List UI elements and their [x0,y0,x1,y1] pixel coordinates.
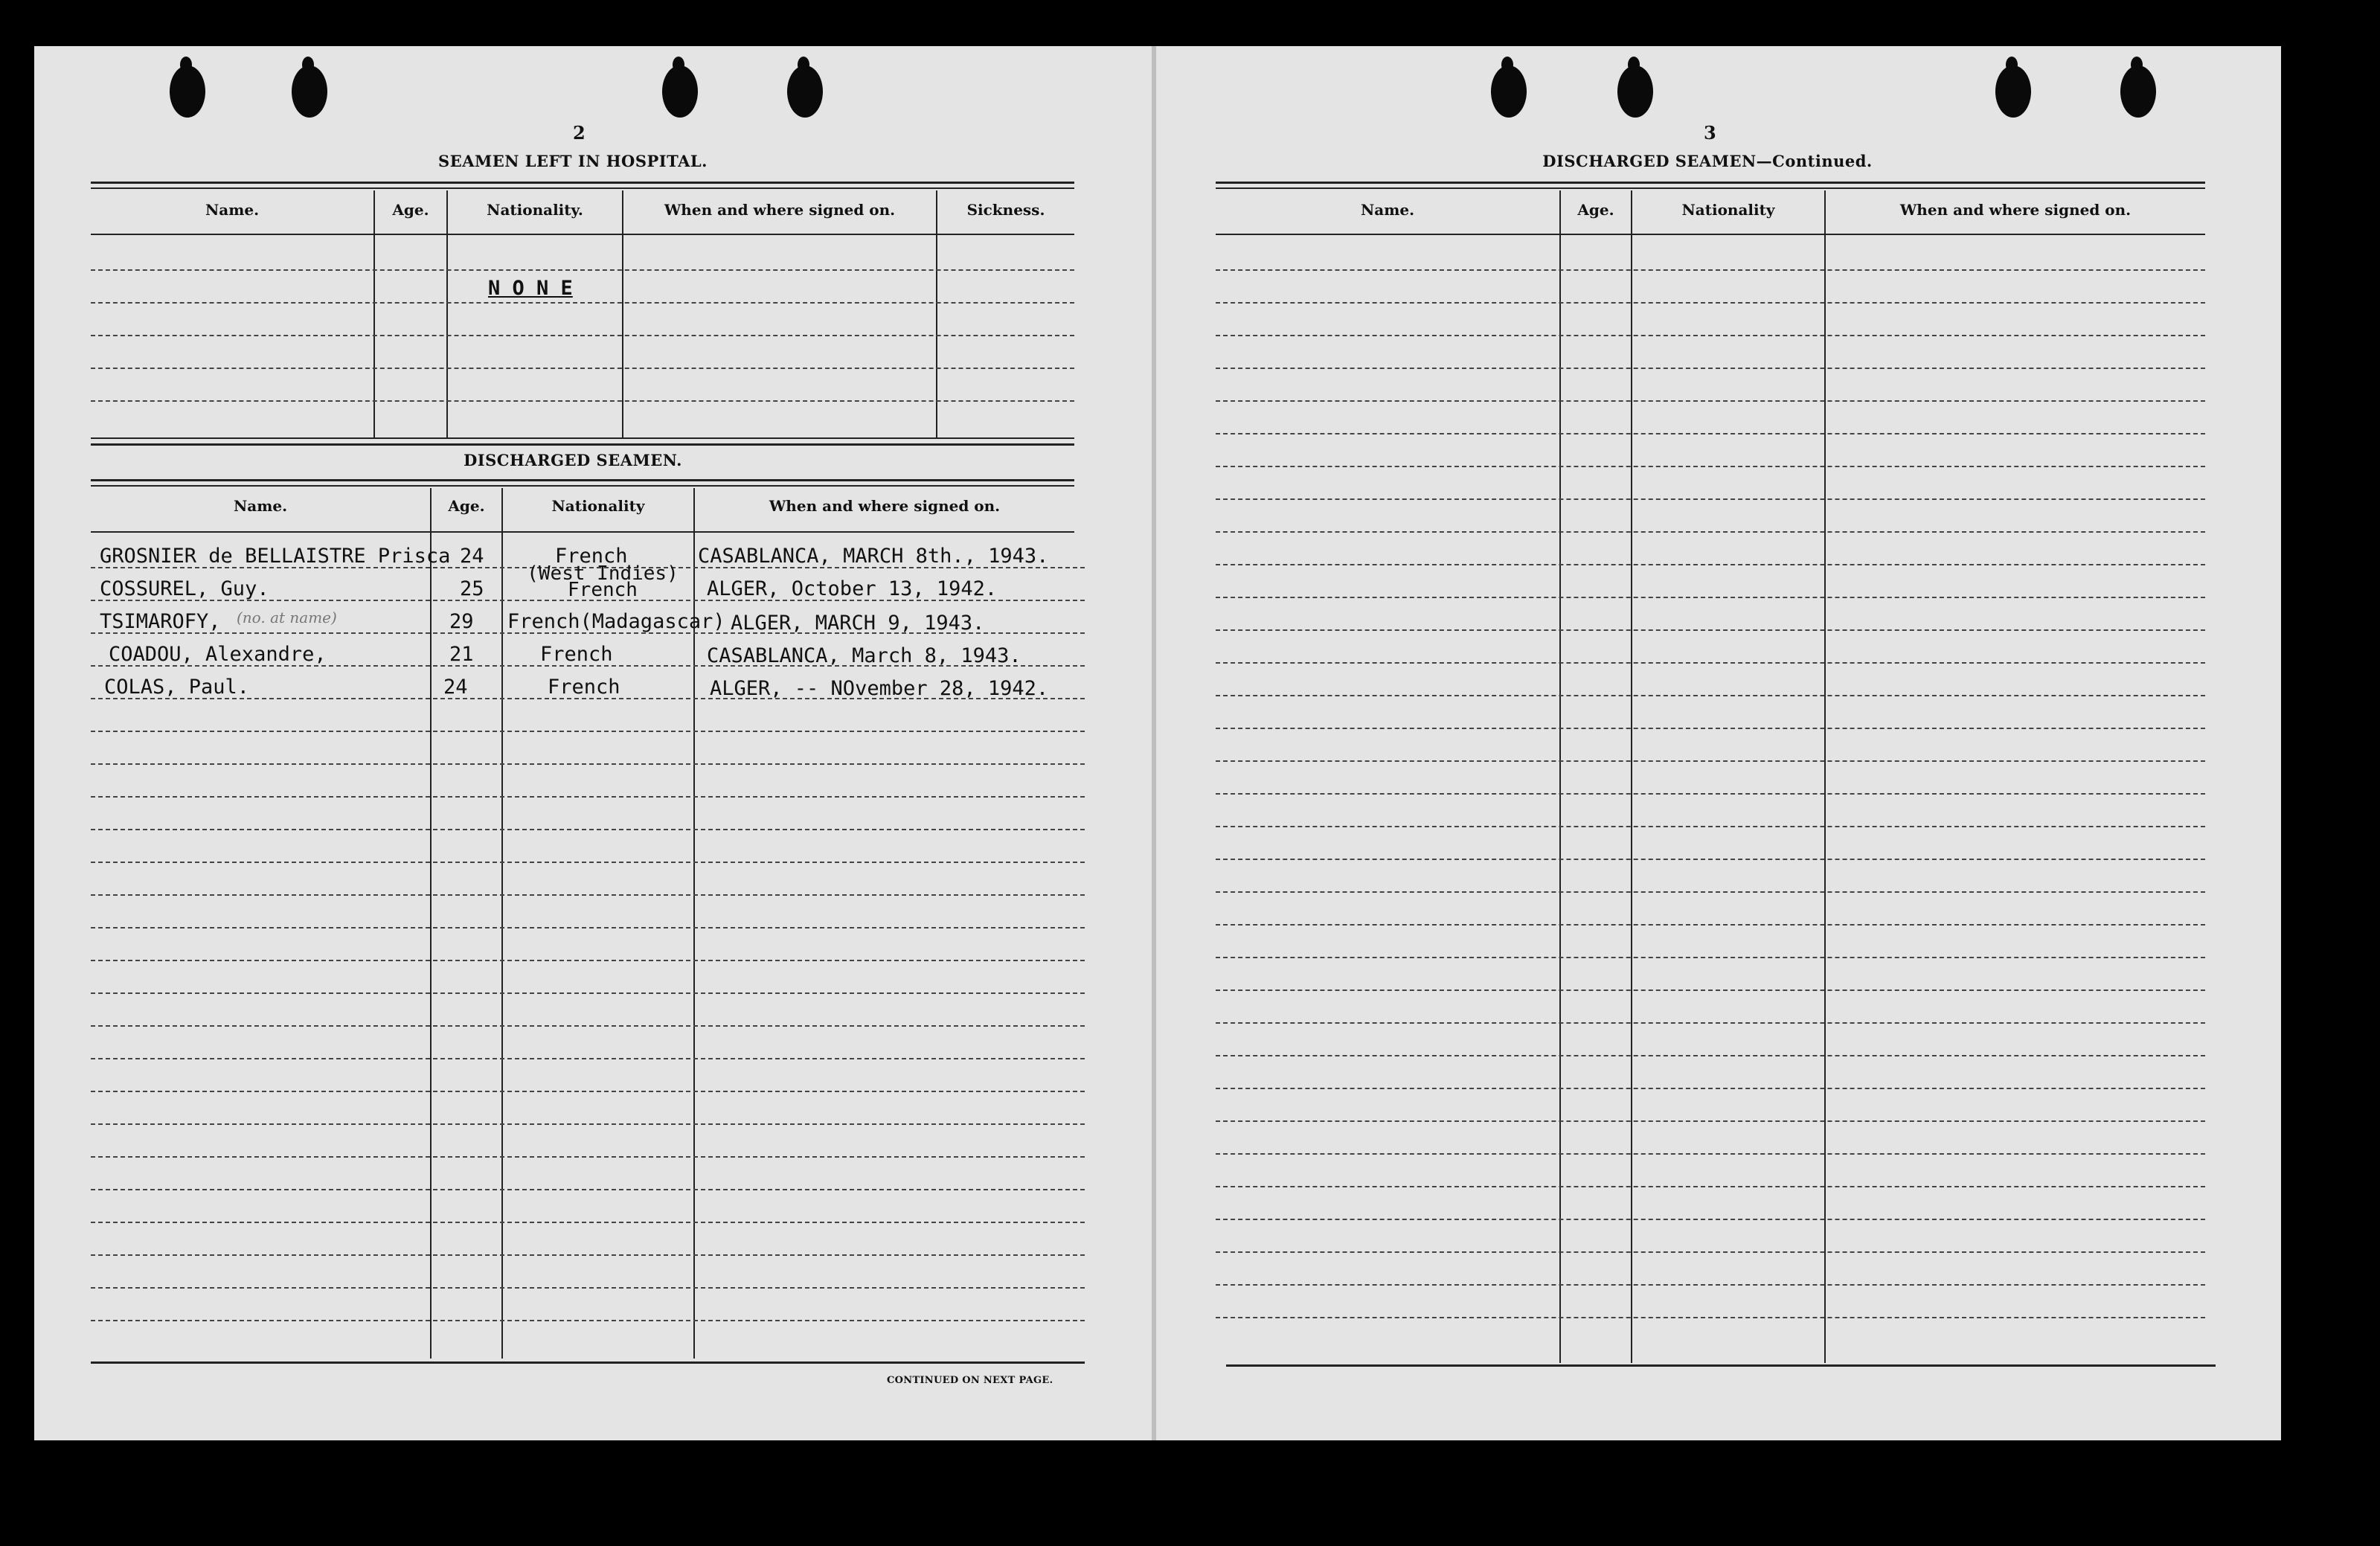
row-signed-on: ALGER, MARCH 9, 1943. [731,612,985,635]
row-age: 21 [449,643,474,666]
ruled-line [91,927,1085,928]
ruled-line [1216,1055,2205,1056]
col-header-name: Name. [205,201,260,219]
row-name: COADOU, Alexandre, [109,643,327,666]
ruled-line [1216,629,2205,631]
ruled-line [91,302,1074,304]
row-nationality: French [540,643,613,666]
col-header-age: Age. [1577,201,1614,219]
punch-hole [787,65,823,118]
col-header-signed-on: When and where signed on. [664,201,896,219]
row-signed-on: ALGER, October 13, 1942. [707,577,998,600]
table-top-rule [91,479,1074,481]
col-header-nationality: Nationality [551,497,645,515]
ruled-line [91,1156,1085,1158]
punch-hole [1617,65,1653,118]
ruled-line [1216,1186,2205,1187]
ruled-line [1216,1284,2205,1286]
ruled-line [91,829,1085,830]
ruled-line [91,400,1074,402]
section-rule [91,443,1074,446]
ruled-line [1216,1022,2205,1024]
row-name: GROSNIER de BELLAISTRE Prisca [100,545,451,568]
ruled-line [91,960,1085,961]
row-age: 25 [460,577,484,600]
punch-hole [292,65,327,118]
ruled-line [1216,695,2205,696]
ruled-line [1216,1251,2205,1253]
row-age: 24 [443,676,468,699]
ruled-line [91,1287,1085,1289]
ruled-line [1216,433,2205,434]
document-sheet [34,46,2281,1440]
continued-section-title: DISCHARGED SEAMEN—Continued. [1542,152,1873,170]
ruled-line [91,862,1085,863]
header-underline [91,531,1074,533]
handwritten-note: (no. at name) [237,609,337,626]
table-top-rule [91,187,1074,189]
ruled-line [1216,564,2205,565]
col-header-signed-on: When and where signed on. [769,497,1001,515]
col-header-name: Name. [233,497,288,515]
ruled-line [1216,466,2205,467]
row-signed-on: CASABLANCA, March 8, 1943. [707,644,1021,667]
ruled-line [1216,1219,2205,1220]
punch-hole [170,65,205,118]
page-fold [1152,46,1156,1440]
row-nationality: French(Madagascar) [507,610,725,633]
col-header-age: Age. [392,201,429,219]
ruled-line [91,1091,1085,1092]
col-header-sickness: Sickness. [966,201,1045,219]
ruled-line [91,1222,1085,1223]
row-name: COSSUREL, Guy. [100,577,269,600]
ruled-line [91,1123,1085,1125]
punch-hole [1491,65,1527,118]
section-rule [91,437,1074,439]
table-bottom-rule [1226,1364,2216,1367]
punch-hole [1995,65,2031,118]
ruled-line [1216,335,2205,336]
row-name: TSIMAROFY, [100,610,221,633]
ruled-line [91,1025,1085,1027]
ruled-line [1216,400,2205,402]
ruled-line [91,1320,1085,1321]
ruled-line [1216,891,2205,893]
row-age: 24 [460,545,484,568]
col-header-signed-on: When and where signed on. [1899,201,2132,219]
ruled-line [1216,728,2205,729]
ruled-line [1216,859,2205,860]
ruled-line [91,368,1074,369]
none-entry: N O N E [488,277,573,300]
ruled-line [1216,1088,2205,1089]
page-number: 3 [1704,122,1716,144]
column-divider [501,488,503,1359]
ruled-line [91,1189,1085,1190]
table-bottom-rule [91,1361,1085,1364]
ruled-line [1216,793,2205,795]
ruled-line [1216,531,2205,533]
ruled-line [1216,760,2205,762]
row-name: COLAS, Paul. [104,676,250,699]
punch-hole [662,65,698,118]
col-header-nationality: Nationality. [487,201,583,219]
ruled-line [1216,498,2205,500]
ruled-line [1216,1153,2205,1155]
ruled-line [1216,269,2205,271]
ruled-line [91,763,1085,765]
page-number: 2 [573,122,586,144]
ruled-line [91,269,1074,271]
ruled-line [1216,826,2205,827]
col-header-name: Name. [1360,201,1415,219]
row-signed-on: CASABLANCA, MARCH 8th., 1943. [698,545,1049,568]
ruled-line [1216,989,2205,991]
table-top-rule [91,485,1074,487]
table-top-rule [91,182,1074,184]
ruled-line [1216,597,2205,598]
ruled-line [91,335,1074,336]
ruled-line [91,796,1085,798]
row-nationality: (West Indies) French [527,562,679,601]
ruled-line [1216,957,2205,958]
ruled-line [1216,1120,2205,1122]
col-header-age: Age. [448,497,485,515]
row-age: 29 [449,610,474,633]
header-underline [91,234,1074,235]
ruled-line [1216,1317,2205,1318]
hospital-section-title: SEAMEN LEFT IN HOSPITAL. [438,152,708,170]
table-top-rule [1216,187,2205,189]
ruled-line [91,894,1085,896]
row-nationality: French [555,545,628,568]
ruled-line [91,1058,1085,1059]
ruled-line [1216,662,2205,664]
ruled-line [91,731,1085,732]
ruled-line [1216,924,2205,926]
continued-note: CONTINUED ON NEXT PAGE. [887,1375,1053,1386]
column-divider [430,488,432,1359]
punch-hole [2120,65,2156,118]
ruled-line [91,992,1085,994]
ruled-line [1216,302,2205,304]
discharged-section-title: DISCHARGED SEAMEN. [464,451,682,469]
row-signed-on: ALGER, -- NOvember 28, 1942. [710,677,1049,700]
col-header-nationality: Nationality [1681,201,1775,219]
table-top-rule [1216,182,2205,184]
ruled-line [1216,368,2205,369]
header-underline [1216,234,2205,235]
ruled-line [91,1254,1085,1256]
row-nationality: French [548,676,620,699]
